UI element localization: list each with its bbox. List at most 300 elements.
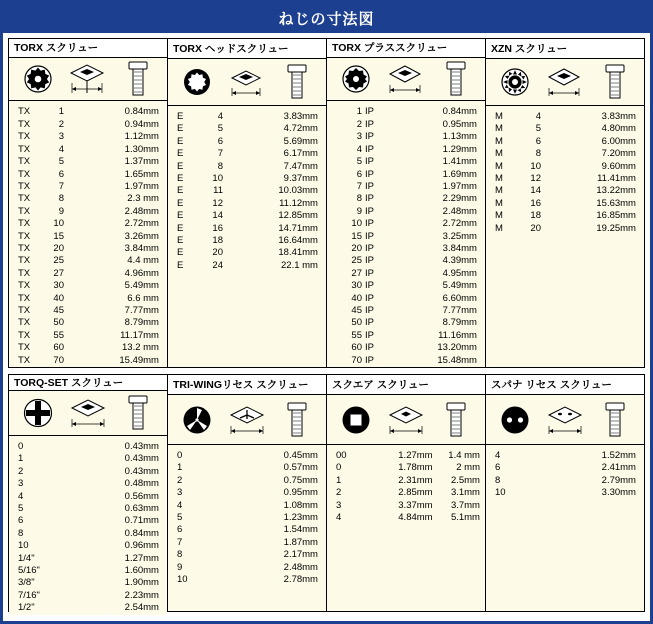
dimension-value: 4.84mm <box>398 512 433 524</box>
dimension-value: 11.17mm <box>120 329 159 341</box>
size-prefix: TX <box>18 267 31 279</box>
dimension-value: 4.72mm <box>283 123 318 135</box>
dimension-value: 1.08mm <box>283 499 318 511</box>
size-value: 40 <box>351 292 362 304</box>
table-row <box>18 255 94 267</box>
panel-spanner-screw <box>486 375 644 611</box>
size-value: 00 <box>336 450 347 461</box>
size-column <box>486 450 571 611</box>
dimension-value: 1.60mm <box>124 565 159 577</box>
dimension-value: 1.4 mm <box>448 450 480 461</box>
table-row <box>18 156 94 168</box>
size-column <box>486 111 571 367</box>
dimension-value: 2.72mm <box>442 218 477 230</box>
table-row <box>495 185 571 197</box>
dimension-value: 4.95mm <box>442 267 477 279</box>
table-row <box>177 185 253 197</box>
torq-set-head-icon <box>63 391 113 435</box>
size-value: 24 <box>212 259 223 271</box>
size-value: 1 <box>177 462 183 474</box>
size-prefix: TX <box>18 156 31 168</box>
size-suffix: IP <box>365 255 374 267</box>
size-value: 5 <box>177 512 183 524</box>
size-value: 9 <box>58 205 64 217</box>
size-value: 8 <box>535 148 541 160</box>
table-row <box>177 136 253 148</box>
table-row <box>18 293 94 305</box>
size-value: 3 <box>58 131 64 143</box>
bottom-band <box>8 374 645 612</box>
size-value: 20 <box>53 242 64 254</box>
panel-figures <box>327 58 485 102</box>
page-title-text: ねじの寸法図 <box>278 10 375 28</box>
size-value: 8 <box>495 474 501 486</box>
dimension-value: 1.30mm <box>124 143 159 155</box>
dimension-value: 3.1mm <box>450 487 480 499</box>
dimension-value: 1.69mm <box>442 168 477 180</box>
torx-star-socket-icon <box>13 58 63 101</box>
table-row <box>336 206 412 218</box>
size-suffix: IP <box>365 342 374 354</box>
dimension-value: 0.71mm <box>124 515 159 527</box>
size-prefix: TX <box>18 280 31 292</box>
size-prefix: TX <box>18 168 31 180</box>
size-prefix: TX <box>18 292 31 304</box>
xzn-head-icon <box>540 59 590 105</box>
size-value: 2 <box>177 474 183 486</box>
dimension-value: 1.97mm <box>124 180 159 192</box>
dimension-value: 0.57mm <box>283 462 318 474</box>
dimension-value: 1.78mm <box>398 462 433 474</box>
xzn-screw-side-icon <box>590 59 640 105</box>
table-row <box>18 268 94 280</box>
chart-grid <box>3 33 650 618</box>
dimension-value: 1.90mm <box>124 577 159 589</box>
torq-set-screw-side-icon <box>113 391 163 435</box>
square-head-icon <box>381 395 431 444</box>
dimension-column <box>253 111 326 367</box>
size-suffix: IP <box>365 106 374 118</box>
dimension-b-column <box>438 450 485 611</box>
torx-screw-head-icon <box>63 58 113 101</box>
size-prefix: E <box>177 173 184 185</box>
size-prefix: E <box>177 111 184 122</box>
dimension-value: 2.54mm <box>124 602 159 614</box>
size-column <box>168 450 253 611</box>
panel-figures <box>168 395 326 445</box>
table-row <box>177 148 253 160</box>
size-value: 1 <box>356 106 362 118</box>
table-row <box>177 123 253 135</box>
xzn-spline-socket-icon <box>490 59 540 105</box>
panel-figures <box>486 395 644 445</box>
size-value: 7 <box>217 148 223 160</box>
size-prefix: M <box>495 173 503 185</box>
size-value: 30 <box>351 280 362 292</box>
table-row <box>336 181 412 193</box>
tri-wing-head-icon <box>222 395 272 444</box>
table-row <box>18 206 94 218</box>
size-prefix: E <box>177 259 184 271</box>
size-value: 14 <box>212 210 223 222</box>
size-prefix: TX <box>18 205 31 217</box>
dimension-value: 0.95mm <box>442 118 477 130</box>
size-suffix: IP <box>365 230 374 242</box>
size-value: 6 <box>217 135 223 147</box>
panel-tri-wing-screw <box>168 375 327 611</box>
size-value: 8 <box>356 193 362 205</box>
table-row <box>495 198 571 210</box>
dimension-column <box>94 106 167 367</box>
dimension-value: 1.12mm <box>124 131 159 143</box>
dimension-value: 0.95mm <box>283 487 318 499</box>
size-value: 70 <box>53 354 64 366</box>
dimension-value: 2.41mm <box>601 462 636 474</box>
size-value: 20 <box>351 242 362 254</box>
size-value: 27 <box>351 267 362 279</box>
dimension-value: 0.48mm <box>124 478 159 490</box>
size-value: 27 <box>53 267 64 279</box>
size-value: 55 <box>351 329 362 341</box>
size-value: 3 <box>356 131 362 143</box>
size-suffix: IP <box>365 156 374 168</box>
panel-square-screw <box>327 375 486 611</box>
size-value: 60 <box>53 342 64 354</box>
dimension-value: 7.47mm <box>283 160 318 172</box>
size-value: 3 <box>336 499 342 511</box>
size-prefix: M <box>495 135 503 147</box>
dimension-value: 2.85mm <box>398 487 433 499</box>
size-value: 6 <box>495 462 501 474</box>
dimension-value: 4.96mm <box>124 267 159 279</box>
dimension-value: 3.30mm <box>601 487 636 499</box>
dimension-value: 2.31mm <box>398 474 433 486</box>
dimension-value: 6.60mm <box>442 292 477 304</box>
dimension-value: 1.87mm <box>283 536 318 548</box>
dimension-value: 2.17mm <box>283 549 318 561</box>
table-row <box>495 173 571 185</box>
size-suffix: IP <box>365 317 374 329</box>
dimension-value: 2.78mm <box>283 574 318 586</box>
size-value: 4 <box>495 450 501 461</box>
dimension-value: 4.39mm <box>442 255 477 267</box>
size-value: 5 <box>535 123 541 135</box>
size-value: 3/8" <box>18 577 35 589</box>
table-row <box>336 268 412 280</box>
size-prefix: E <box>177 123 184 135</box>
square-socket-icon <box>331 395 381 444</box>
size-value: 14 <box>530 185 541 197</box>
size-prefix: E <box>177 197 184 209</box>
size-suffix: IP <box>365 205 374 217</box>
top-band <box>8 38 645 368</box>
size-prefix: TX <box>18 180 31 192</box>
table-row <box>18 218 94 230</box>
size-suffix: IP <box>365 180 374 192</box>
size-value: 3 <box>18 478 24 490</box>
dimension-value: 8.79mm <box>124 317 159 329</box>
dimension-value: 19.25mm <box>596 222 636 234</box>
dimension-value: 0.84mm <box>442 106 477 118</box>
table-row <box>336 293 412 305</box>
dimension-value: 1.65mm <box>124 168 159 180</box>
table-row <box>336 342 412 354</box>
size-value: 8 <box>58 193 64 205</box>
size-value: 40 <box>53 292 64 304</box>
dimension-value: 2.79mm <box>601 474 636 486</box>
tri-wing-screw-side-icon <box>272 395 322 444</box>
table-row <box>177 111 253 123</box>
torx-plus-head-icon <box>381 58 431 101</box>
dimension-value: 3.84mm <box>442 242 477 254</box>
dimension-value: 9.60mm <box>601 160 636 172</box>
size-value: 10 <box>212 173 223 185</box>
size-value: 6 <box>177 524 183 536</box>
dimension-value: 1.23mm <box>283 512 318 524</box>
dimension-value: 1.97mm <box>442 180 477 192</box>
table-row <box>18 193 94 205</box>
size-suffix: IP <box>365 304 374 316</box>
dimension-value: 3.83mm <box>283 111 318 122</box>
size-prefix: M <box>495 148 503 160</box>
dimension-value: 2.48mm <box>283 561 318 573</box>
table-row <box>18 243 94 255</box>
panel-torx-plus-screw <box>327 39 486 367</box>
size-prefix: TX <box>18 106 31 118</box>
table-row <box>18 106 94 118</box>
dimension-value: 3.7mm <box>450 499 480 511</box>
dimension-value: 1.54mm <box>283 524 318 536</box>
table-row <box>18 131 94 143</box>
panel-figures <box>9 391 167 436</box>
size-value: 4 <box>177 499 183 511</box>
table-row <box>336 169 412 181</box>
dimension-value: 1.13mm <box>442 131 477 143</box>
size-prefix: TX <box>18 118 31 130</box>
dimension-value: 11.41mm <box>597 173 636 185</box>
tri-wing-socket-icon <box>172 395 222 444</box>
torx-head-screw-icon <box>222 59 272 105</box>
size-prefix: TX <box>18 193 31 205</box>
size-suffix: IP <box>365 267 374 279</box>
dimension-value: 3.83mm <box>601 111 636 122</box>
size-prefix: E <box>177 160 184 172</box>
dimension-value: 0.63mm <box>124 503 159 515</box>
table-row <box>18 280 94 292</box>
size-prefix: M <box>495 210 503 222</box>
size-suffix: IP <box>365 242 374 254</box>
dimension-column <box>94 441 167 615</box>
size-prefix: TX <box>18 218 31 230</box>
size-prefix: TX <box>18 143 31 155</box>
table-row <box>336 305 412 317</box>
dimension-value: 9.37mm <box>283 173 318 185</box>
panel-table <box>168 445 326 611</box>
size-value: 7/16" <box>18 589 40 601</box>
dimension-value: 2.5mm <box>450 474 480 486</box>
size-value: 15 <box>351 230 362 242</box>
size-value: 10 <box>53 218 64 230</box>
size-prefix: TX <box>18 342 31 354</box>
dimension-column <box>412 106 485 367</box>
dimension-value: 15.48mm <box>437 354 477 366</box>
table-row <box>18 119 94 131</box>
size-value: 20 <box>212 247 223 259</box>
size-value: 2 <box>356 118 362 130</box>
panel-heading: TORX スクリュー <box>9 39 167 58</box>
table-row <box>336 106 412 118</box>
panel-table <box>486 445 644 611</box>
table-row <box>336 355 412 367</box>
size-value: 7 <box>356 180 362 192</box>
panel-heading: スクエア スクリュー <box>327 375 485 395</box>
dimension-value: 5.49mm <box>442 280 477 292</box>
size-value: 1 <box>58 106 64 118</box>
panel-figures <box>168 59 326 106</box>
size-value: 2 <box>18 465 24 477</box>
size-prefix: E <box>177 235 184 247</box>
torx-screw-side-icon <box>113 58 163 101</box>
panel-heading: TRI-WINGリセス スクリュー <box>168 375 326 395</box>
table-row <box>18 231 94 243</box>
size-value: 25 <box>351 255 362 267</box>
panel-xzn-screw <box>486 39 644 367</box>
table-row <box>18 181 94 193</box>
dimension-value: 12.85mm <box>278 210 318 222</box>
table-row <box>177 223 253 235</box>
size-value: 45 <box>53 304 64 316</box>
table-row <box>18 317 94 329</box>
size-prefix: E <box>177 135 184 147</box>
size-value: 1 <box>336 474 342 486</box>
dimension-value: 4.4 mm <box>127 255 159 267</box>
dimension-value: 4.80mm <box>601 123 636 135</box>
size-value: 0 <box>18 441 24 452</box>
table-row <box>336 119 412 131</box>
dimension-value: 18.41mm <box>278 247 318 259</box>
torx-star-head-icon <box>172 59 222 105</box>
size-value: 8 <box>217 160 223 172</box>
dimension-column <box>571 450 644 611</box>
table-row <box>336 193 412 205</box>
size-value: 5 <box>58 156 64 168</box>
size-value: 1/4" <box>18 552 35 564</box>
dimension-value: 7.77mm <box>124 304 159 316</box>
dimension-value: 16.85mm <box>596 210 636 222</box>
table-row <box>177 198 253 210</box>
dimension-value: 10.03mm <box>278 185 318 197</box>
size-value: 12 <box>530 173 541 185</box>
dimension-value: 13.20mm <box>437 342 477 354</box>
table-row <box>495 123 571 135</box>
size-prefix: M <box>495 185 503 197</box>
size-value: 20 <box>530 222 541 234</box>
size-value: 10 <box>495 487 506 499</box>
panel-figures <box>9 58 167 102</box>
size-prefix: E <box>177 185 184 197</box>
size-value: 12 <box>212 197 223 209</box>
size-prefix: E <box>177 247 184 259</box>
size-value: 2 <box>58 118 64 130</box>
dimension-value: 7.20mm <box>601 148 636 160</box>
size-value: 5 <box>18 503 24 515</box>
size-value: 6 <box>58 168 64 180</box>
dimension-value: 1.27mm <box>124 552 159 564</box>
panel-heading: XZN スクリュー <box>486 39 644 59</box>
size-prefix: TX <box>18 255 31 267</box>
dimension-value: 2.72mm <box>124 218 159 230</box>
size-suffix: IP <box>365 280 374 292</box>
panel-heading: TORQ-SET スクリュー <box>9 375 167 391</box>
dimension-value: 2.48mm <box>442 205 477 217</box>
dimension-value: 0.75mm <box>283 474 318 486</box>
size-suffix: IP <box>365 218 374 230</box>
table-row <box>336 131 412 143</box>
dimension-value: 0.84mm <box>124 527 159 539</box>
table-row <box>336 330 412 342</box>
spanner-screw-side-icon <box>590 395 640 444</box>
size-suffix: IP <box>365 168 374 180</box>
panel-heading: スパナ リセス スクリュー <box>486 375 644 395</box>
size-suffix: IP <box>365 131 374 143</box>
size-value: 4 <box>356 143 362 155</box>
size-value: 50 <box>53 317 64 329</box>
size-value: 16 <box>530 197 541 209</box>
size-column <box>9 441 94 615</box>
dimension-value: 0.56mm <box>124 490 159 502</box>
size-column <box>327 106 412 367</box>
dimension-value: 11.12mm <box>279 197 318 209</box>
size-value: 45 <box>351 304 362 316</box>
table-row <box>177 235 253 247</box>
table-row <box>336 231 412 243</box>
table-row <box>336 243 412 255</box>
table-row <box>336 144 412 156</box>
dimension-value: 3.26mm <box>124 230 159 242</box>
size-value: 25 <box>53 255 64 267</box>
table-row <box>495 111 571 123</box>
size-value: 6 <box>535 135 541 147</box>
size-value: 10 <box>351 218 362 230</box>
dimension-a-column <box>381 450 438 611</box>
table-row <box>336 218 412 230</box>
size-prefix: TX <box>18 304 31 316</box>
size-value: 10 <box>530 160 541 172</box>
size-value: 7 <box>177 536 183 548</box>
table-row <box>18 169 94 181</box>
dimension-value: 0.43mm <box>124 441 159 452</box>
size-value: 7 <box>58 180 64 192</box>
table-row <box>495 148 571 160</box>
size-value: 15 <box>53 230 64 242</box>
size-value: 18 <box>530 210 541 222</box>
table-row <box>18 355 94 367</box>
size-column <box>327 450 381 611</box>
dimension-value: 3.37mm <box>398 499 433 511</box>
size-prefix: TX <box>18 317 31 329</box>
dimension-value: 0.96mm <box>124 540 159 552</box>
dimension-value: 3.25mm <box>442 230 477 242</box>
size-value: 18 <box>212 235 223 247</box>
table-row <box>177 173 253 185</box>
dimension-value: 0.43mm <box>124 465 159 477</box>
torq-set-socket-icon <box>13 391 63 435</box>
torx-plus-socket-icon <box>331 58 381 101</box>
size-value: 3 <box>177 487 183 499</box>
size-value: 4 <box>336 512 342 524</box>
size-value: 2 <box>336 487 342 499</box>
dimension-value: 11.16mm <box>438 329 477 341</box>
